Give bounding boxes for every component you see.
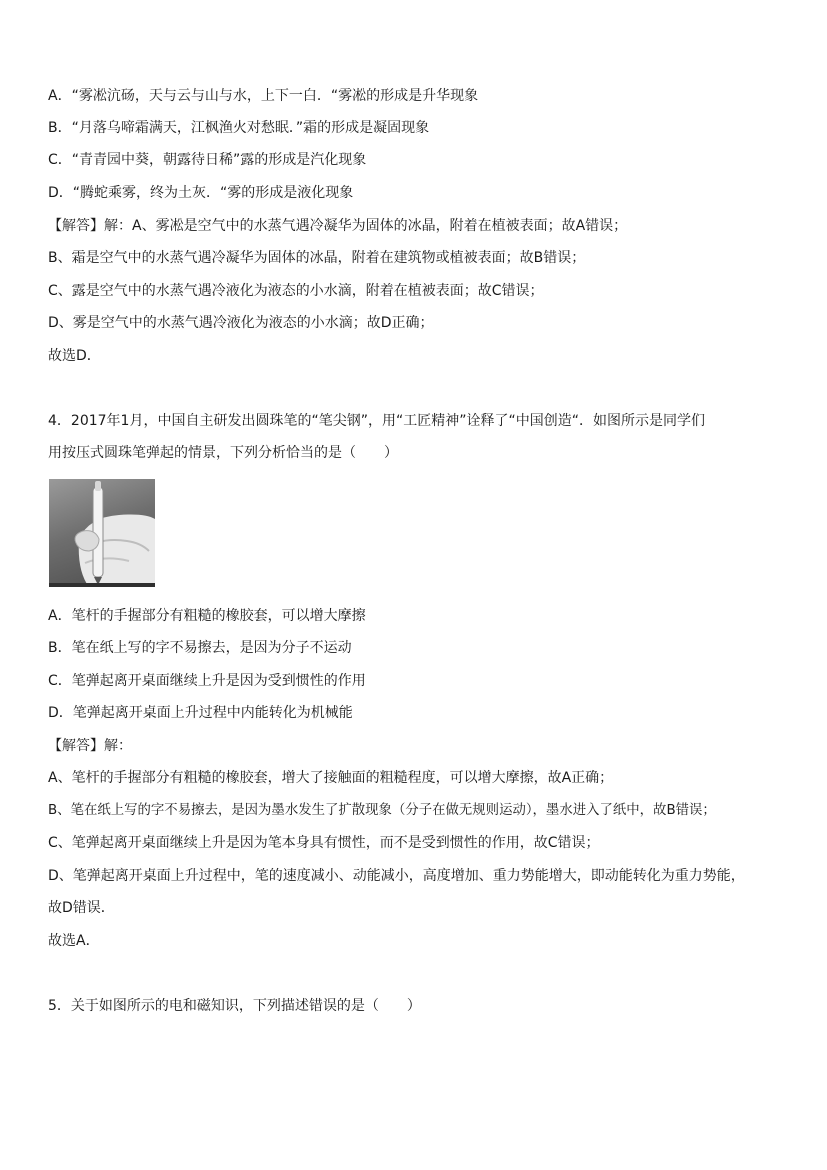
q4-answer-line: B、笔在纸上写的字不易擦去，是因为墨水发生了扩散现象（分子在做无规则运动），墨水进入了纸中，故B错误；: [48, 803, 716, 818]
q4-option-c: C．笔弹起离开桌面继续上升是因为受到惯性的作用: [48, 673, 366, 689]
q3-answer-line: C、露是空气中的水蒸气遇冷液化为液态的小水滴，附着在植被表面；故C错误；: [48, 283, 544, 299]
q3-option-d: D．“腾蛇乘雾，终为土灰．“雾的形成是液化现象: [48, 185, 354, 201]
pen-in-hand-photo: [49, 479, 155, 587]
q3-option-c: C．“青青园中葵，朝露待日稀”露的形成是汽化现象: [48, 152, 367, 168]
q4-option-a: A．笔杆的手握部分有粗糙的橡胶套，可以增大摩擦: [48, 608, 366, 624]
q4-stem-line-1: 4．2017年1月，中国自主研发出圆珠笔的“笔尖钢”，用“工匠精神”诠释了“中国创造“．如图所示是同学们: [48, 413, 705, 429]
q4-option-d: D．笔弹起离开桌面上升过程中内能转化为机械能: [48, 705, 353, 721]
q4-stem-line-2: 用按压式圆珠笔弹起的情景，下列分析恰当的是（ ）: [48, 445, 398, 461]
q4-answer-line: 故D错误．: [48, 900, 115, 916]
q3-answer-line: 【解答】解：A、雾凇是空气中的水蒸气遇冷凝华为固体的冰晶，附着在植被表面；故A错误；: [48, 218, 628, 234]
q4-answer-line: 【解答】解：: [48, 738, 132, 754]
q4-option-b: B．笔在纸上写的字不易擦去，是因为分子不运动: [48, 640, 352, 656]
q3-option-a: A．“雾凇沆砀，天与云与山与水，上下一白．“雾凇的形成是升华现象: [48, 88, 479, 104]
q4-answer-line: A、笔杆的手握部分有粗糙的橡胶套，增大了接触面的粗糙程度，可以增大摩擦，故A正确；: [48, 770, 614, 786]
q3-answer-line: B、霜是空气中的水蒸气遇冷凝华为固体的冰晶，附着在建筑物或植被表面；故B错误；: [48, 250, 586, 266]
q4-answer-line: 故选A．: [48, 933, 100, 949]
q3-option-b: B．“月落乌啼霜满天，江枫渔火对愁眠．”霜的形成是凝固现象: [48, 120, 430, 136]
q3-answer-line: D、雾是空气中的水蒸气遇冷液化为液态的小水滴；故D正确；: [48, 315, 434, 331]
q4-answer-line: C、笔弹起离开桌面继续上升是因为笔本身具有惯性，而不是受到惯性的作用，故C错误；: [48, 835, 600, 851]
q4-answer-line: D、笔弹起离开桌面上升过程中，笔的速度减小、动能减小，高度增加、重力势能增大，即动能转化为重力势能，: [48, 868, 745, 884]
q5-stem: 5．关于如图所示的电和磁知识，下列描述错误的是（ ）: [48, 998, 421, 1014]
q3-answer-line: 故选D．: [48, 348, 101, 364]
